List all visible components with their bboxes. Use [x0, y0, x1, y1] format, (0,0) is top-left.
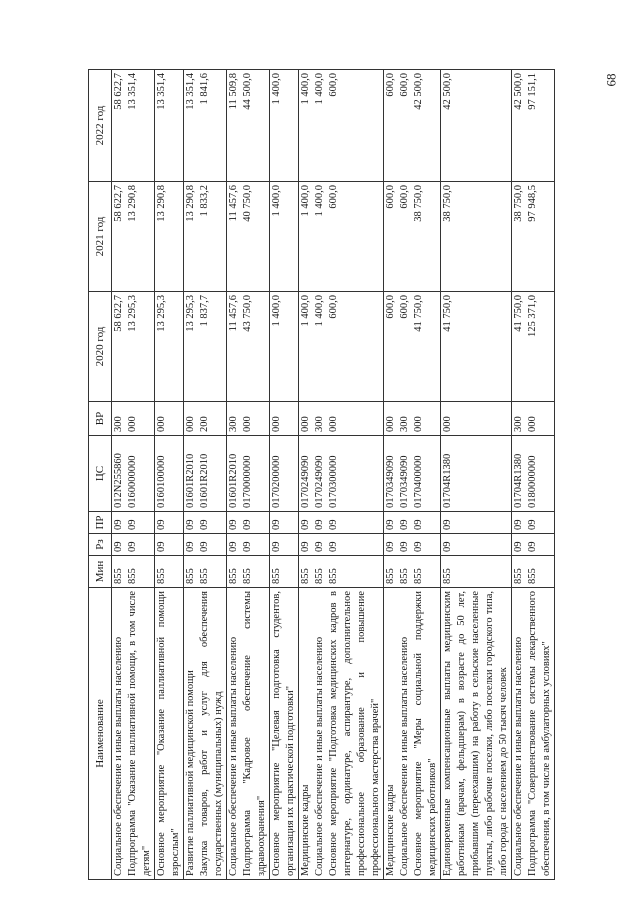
- table-row: [227, 70, 270, 880]
- cell-2020: 13 295,3 1 837,7: [184, 292, 227, 402]
- cell-2021: 11 457,6 40 750,0: [227, 182, 270, 292]
- cell-name: [270, 588, 299, 880]
- cell-2021: 600,0 600,0 38 750,0: [384, 182, 441, 292]
- cell-2021: 38 750,0 97 948,5: [512, 182, 555, 292]
- cell-cs: 01601R2010 01601R2010: [184, 436, 227, 512]
- cell-2021: 58 622,7 13 290,8: [112, 182, 155, 292]
- cell-min: 855: [270, 556, 299, 588]
- cell-2021: 1 400,0 1 400,0 600,0: [299, 182, 384, 292]
- cell-rz: 09 09 09: [384, 534, 441, 556]
- cell-2022: 1 400,0 1 400,0 600,0: [299, 70, 384, 182]
- cell-name: [384, 588, 441, 880]
- cell-pr: 09 09 09: [299, 512, 384, 534]
- row-name-line: Основное мероприятие "Целевая подготовка студентов, организация их практической подготовки": [271, 591, 296, 876]
- cell-cs: 0170200000: [270, 436, 299, 512]
- cell-pr: 09 09 09: [384, 512, 441, 534]
- cell-cs: 01704R1380 0180000000: [512, 436, 555, 512]
- cell-vr: 300 000: [227, 402, 270, 436]
- cell-name: [112, 588, 155, 880]
- cell-2022: 42 500,0 97 151,1: [512, 70, 555, 182]
- table-row: [512, 70, 555, 880]
- header-min: Мин: [89, 556, 112, 588]
- cell-vr: 000 300 000: [299, 402, 384, 436]
- cell-2020: 41 750,0: [441, 292, 512, 402]
- cell-vr: 000: [441, 402, 512, 436]
- cell-name: [512, 588, 555, 880]
- cell-rz: 09: [270, 534, 299, 556]
- cell-2020: 600,0 600,0 41 750,0: [384, 292, 441, 402]
- cell-pr: 09: [155, 512, 184, 534]
- header-2020: 2020 год: [89, 292, 112, 402]
- row-name-line: Подпрограмма "Оказание паллиативной помощи, в том числе детям": [127, 591, 152, 876]
- cell-rz: 09 09: [227, 534, 270, 556]
- cell-pr: 09: [270, 512, 299, 534]
- cell-name: [184, 588, 227, 880]
- header-rz: Рз: [89, 534, 112, 556]
- table-row: [155, 70, 184, 880]
- table-row: [184, 70, 227, 880]
- header-2021: 2021 год: [89, 182, 112, 292]
- cell-vr: 000: [155, 402, 184, 436]
- row-name-line: Развитие паллиативной медицинской помощи: [185, 670, 196, 876]
- row-name-line: Подпрограмма "Совершенствование системы лекарственного обеспечения, в том числе в амбулаторных условиях": [527, 591, 552, 876]
- cell-name: [227, 588, 270, 880]
- cell-vr: 000 300 000: [384, 402, 441, 436]
- cell-2022: 13 351,4 1 841,6: [184, 70, 227, 182]
- row-name-line: Медицинские кадры: [300, 784, 311, 876]
- table-row: [384, 70, 441, 880]
- cell-cs: 0170249090 0170249090 0170300000: [299, 436, 384, 512]
- cell-min: 855 855: [184, 556, 227, 588]
- cell-min: 855 855 855: [299, 556, 384, 588]
- cell-2021: 38 750,0: [441, 182, 512, 292]
- cell-rz: 09: [441, 534, 512, 556]
- cell-pr: 09 09: [227, 512, 270, 534]
- cell-rz: 09 09 09: [299, 534, 384, 556]
- cell-min: 855 855: [512, 556, 555, 588]
- header-2022: 2022 год: [89, 70, 112, 182]
- cell-2020: 13 295,3: [155, 292, 184, 402]
- cell-min: 855 855: [112, 556, 155, 588]
- row-name-line: Социальное обеспечение и иные выплаты населению: [113, 636, 124, 876]
- cell-rz: 09 09: [512, 534, 555, 556]
- cell-2020: 11 457,6 43 750,0: [227, 292, 270, 402]
- table-row: [299, 70, 384, 880]
- cell-min: 855 855: [227, 556, 270, 588]
- cell-pr: 09: [441, 512, 512, 534]
- header-vr: ВР: [89, 402, 112, 436]
- cell-cs: 012N255860 0160000000: [112, 436, 155, 512]
- table-row: [441, 70, 512, 880]
- row-name-line: Медицинские кадры: [385, 784, 396, 876]
- row-name-line: Социальное обеспечение и иные выплаты населению: [399, 636, 410, 876]
- cell-name: [155, 588, 184, 880]
- cell-2020: 1 400,0: [270, 292, 299, 402]
- row-name-line: Социальное обеспечение и иные выплаты населению: [513, 636, 524, 876]
- cell-2022: 11 509,8 44 500,0: [227, 70, 270, 182]
- cell-pr: 09 09: [184, 512, 227, 534]
- cell-min: 855 855 855: [384, 556, 441, 588]
- cell-name: [299, 588, 384, 880]
- header-pr: ПР: [89, 512, 112, 534]
- cell-cs: 0160100000: [155, 436, 184, 512]
- table-header-row: [89, 70, 112, 880]
- cell-cs: 0170349090 0170349090 0170400000: [384, 436, 441, 512]
- cell-2021: 1 400,0: [270, 182, 299, 292]
- cell-cs: 01601R2010 0170000000: [227, 436, 270, 512]
- cell-rz: 09 09: [112, 534, 155, 556]
- budget-table: [88, 69, 555, 880]
- cell-min: 855: [155, 556, 184, 588]
- cell-2021: 13 290,8 1 833,2: [184, 182, 227, 292]
- rotated-page: [88, 60, 608, 880]
- cell-2022: 58 622,7 13 351,4: [112, 70, 155, 182]
- cell-vr: 000 200: [184, 402, 227, 436]
- table-body: [112, 70, 555, 880]
- cell-2022: 1 400,0: [270, 70, 299, 182]
- cell-vr: 300 000: [512, 402, 555, 436]
- cell-2022: 13 351,4: [155, 70, 184, 182]
- cell-pr: 09 09: [512, 512, 555, 534]
- cell-rz: 09 09: [184, 534, 227, 556]
- table-row: [270, 70, 299, 880]
- cell-2022: 600,0 600,0 42 500,0: [384, 70, 441, 182]
- cell-vr: 000: [270, 402, 299, 436]
- row-name-line: Социальное обеспечение и иные выплаты населению: [314, 636, 325, 876]
- cell-name: [441, 588, 512, 880]
- header-cs: ЦС: [89, 436, 112, 512]
- cell-rz: 09: [155, 534, 184, 556]
- page-number: 68: [603, 73, 619, 87]
- cell-2021: 13 290,8: [155, 182, 184, 292]
- cell-vr: 300 000: [112, 402, 155, 436]
- cell-cs: 01704R1380: [441, 436, 512, 512]
- row-name-line: Социальное обеспечение и иные выплаты населению: [228, 636, 239, 876]
- header-name: Наименование: [89, 588, 112, 880]
- row-name-line: Единовременные компенсационные выплаты медицинским работникам (врачам, фельдшерам) в возрасте до 50 лет, прибывшим (переехавшим) на работу в сельские населенные пункты, либо рабочие поселки, либо поселки городского типа, либо города с населением до 50 тысяч человек: [442, 591, 509, 876]
- cell-pr: 09 09: [112, 512, 155, 534]
- cell-2020: 1 400,0 1 400,0 600,0: [299, 292, 384, 402]
- table-row: [112, 70, 155, 880]
- cell-2020: 58 622,7 13 295,3: [112, 292, 155, 402]
- row-name-line: Основное мероприятие "Меры социальной поддержки медицинских работников": [413, 591, 438, 876]
- row-name-line: Закупка товаров, работ и услуг для обеспечения государственных (муниципальных) нужд: [199, 591, 224, 876]
- cell-min: 855: [441, 556, 512, 588]
- row-name-line: Основное мероприятие "Оказание паллиативной помощи взрослым": [156, 591, 181, 876]
- row-name-line: Основное мероприятие "Подготовка медицинских кадров в интернатуре, ординатуре, аспирантуре, дополнительное профессиональное образование и повышение профессионального мастерства врачей": [328, 591, 381, 876]
- cell-2022: 42 500,0: [441, 70, 512, 182]
- row-name-line: Подпрограмма "Кадровое обеспечение системы здравоохранения": [242, 591, 267, 876]
- cell-2020: 41 750,0 125 371,0: [512, 292, 555, 402]
